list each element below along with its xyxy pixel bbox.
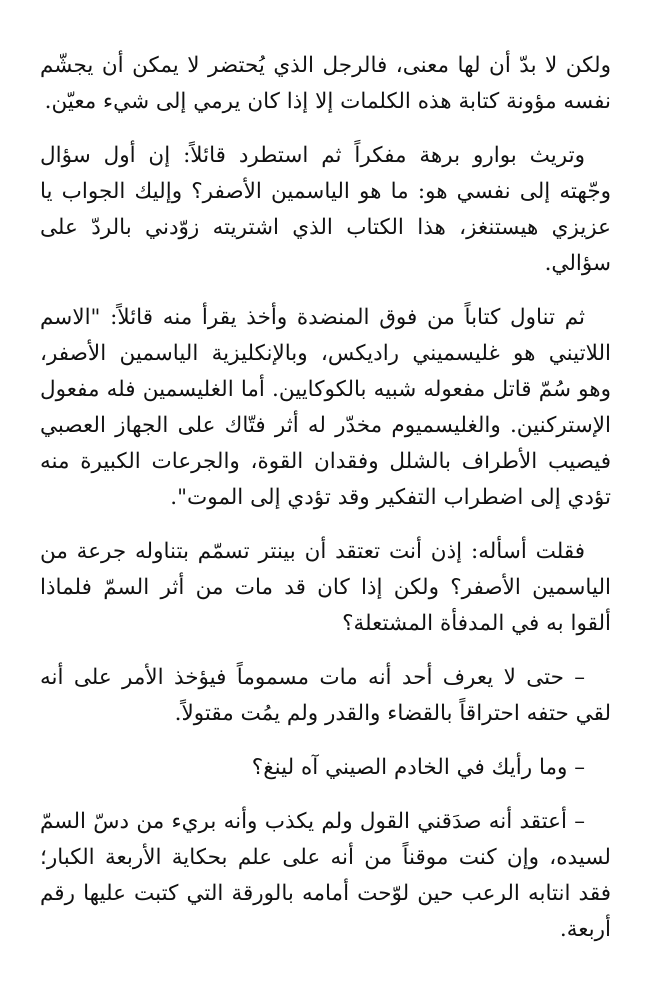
dialogue-paragraph: – أعتقد أنه صدَقني القول ولم يكذب وأنه بريء من دسّ السمّ لسيده، وإن كنت موقناً من أنه على علم بحكاية الأربعة الكبار؛ فقد انتابه الرعب حين لوّحت أمامه بالورقة التي كتبت عليها رقم أربعة. (40, 809, 611, 942)
paragraph: فقلت أسأله: إذن أنت تعتقد أن بينتر تسمّم بتناوله جرعة من الياسمين الأصفر؟ ولكن إذا كان قد مات من أثر السمّ فلماذا ألقوا به في المدفأة المشتعلة؟ (40, 539, 611, 636)
document-page (40, 48, 611, 966)
paragraph: ولكن لا بدّ أن لها معنى، فالرجل الذي يُحتضر لا يمكن أن يجشّم نفسه مؤونة كتابة هذه الكلمات إلا إذا كان يرمي إلى شيء معيّن. (40, 53, 611, 114)
dialogue-paragraph: – وما رأيك في الخادم الصيني آه لينغ؟ (251, 755, 585, 780)
paragraph: وتريث بوارو برهة مفكراً ثم استطرد قائلاً: إن أول سؤال وجّهته إلى نفسي هو: ما هو الياسمين الأصفر؟ وإليك الجواب يا عزيزي هيستنغز، هذا الكتاب الذي اشتريته زوّدني بالردّ على سؤالي. (40, 143, 611, 276)
paragraph: ثم تناول كتاباً من فوق المنضدة وأخذ يقرأ منه قائلاً: "الاسم اللاتيني هو غليسميني راديكس، وبالإنكليزية الياسمين الأصفر، وهو سُمّ قاتل مفعوله شبيه بالكوكايين. أما الغليسمين فله مفعول الإستركنين. والغليسميوم مخدّر له أثر فتّاك على الجهاز العصبي فيصيب الأطراف بالشلل وفقدان القوة، والجرعات الكبيرة منه تؤدي إلى اضطراب التفكير وقد تؤدي إلى الموت". (40, 305, 611, 510)
dialogue-paragraph: – حتى لا يعرف أحد أنه مات مسموماً فيؤخذ الأمر على أنه لقي حتفه احتراقاً بالقضاء والقدر ولم يمُت مقتولاً. (40, 665, 611, 726)
